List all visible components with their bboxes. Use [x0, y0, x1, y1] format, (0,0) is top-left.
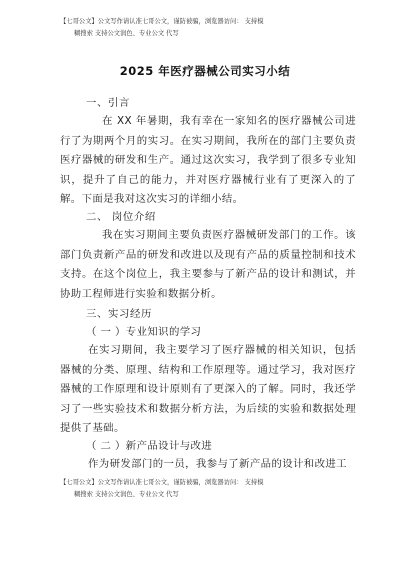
paragraph-design: 作为研发部门的一员，我参与了新产品的设计和改进工 [88, 458, 347, 470]
document-title: 2025 年医疗器械公司实习小结 [119, 64, 291, 78]
watermark-line: 【七哥公文】公文写作请认准七哥公文，谨防被骗，浏览器访问： 支持模 [60, 479, 264, 486]
watermark-line: 【七哥公文】公文写作请认准七哥公文，谨防被骗，浏览器访问： 支持模 [60, 18, 264, 25]
section-heading-position: 二、 岗位介绍 [86, 211, 156, 223]
paragraph-knowledge: 在实习期间，我主要学习了医疗器械的相关知识，包括器械的分类、原理、结构和工作原理等。通过学习，我对医疗器械的工作原理和设计原则有了更深入的了解。同时，我还学习了一些实验技术和数据分析方法，为后续的实验和数据处理提供了基础。 [60, 344, 356, 434]
section-heading-intro: 一、引言 [86, 97, 130, 109]
subsection-heading-knowledge: （ 一 ）专业知识的学习 [86, 326, 202, 338]
subsection-heading-design: （ 二 ）新产品设计与改进 [86, 440, 213, 452]
paragraph-intro: 在 XX 年暑期，我有幸在一家知名的医疗器械公司进行了为期两个月的实习。在实习期间，我所在的部门主要负责医疗器械的研发和生产。通过这次实习，我学到了很多专业知识，提升了自己的能力，并对医疗器械行业有了更深入的了解。下面是我对这次实习的详细小结。 [60, 115, 356, 205]
footer-watermark [60, 477, 360, 501]
section-heading-experience: 三、实习经历 [86, 308, 152, 320]
watermark-line: 糊搜索 支持公文润色、专业公文 代写 [74, 30, 179, 37]
paragraph-position: 我在实习期间主要负责医疗器械研发部门的工作。该部门负责新产品的研发和改进以及现有产品的质量控制和技术支持。在这个岗位上，我主要参与了新产品的设计和测试，并协助工程师进行实验和数据分析。 [60, 229, 356, 300]
header-watermark [60, 16, 360, 40]
watermark-line: 糊搜索 支持公文润色、专业公文 代写 [74, 491, 179, 498]
